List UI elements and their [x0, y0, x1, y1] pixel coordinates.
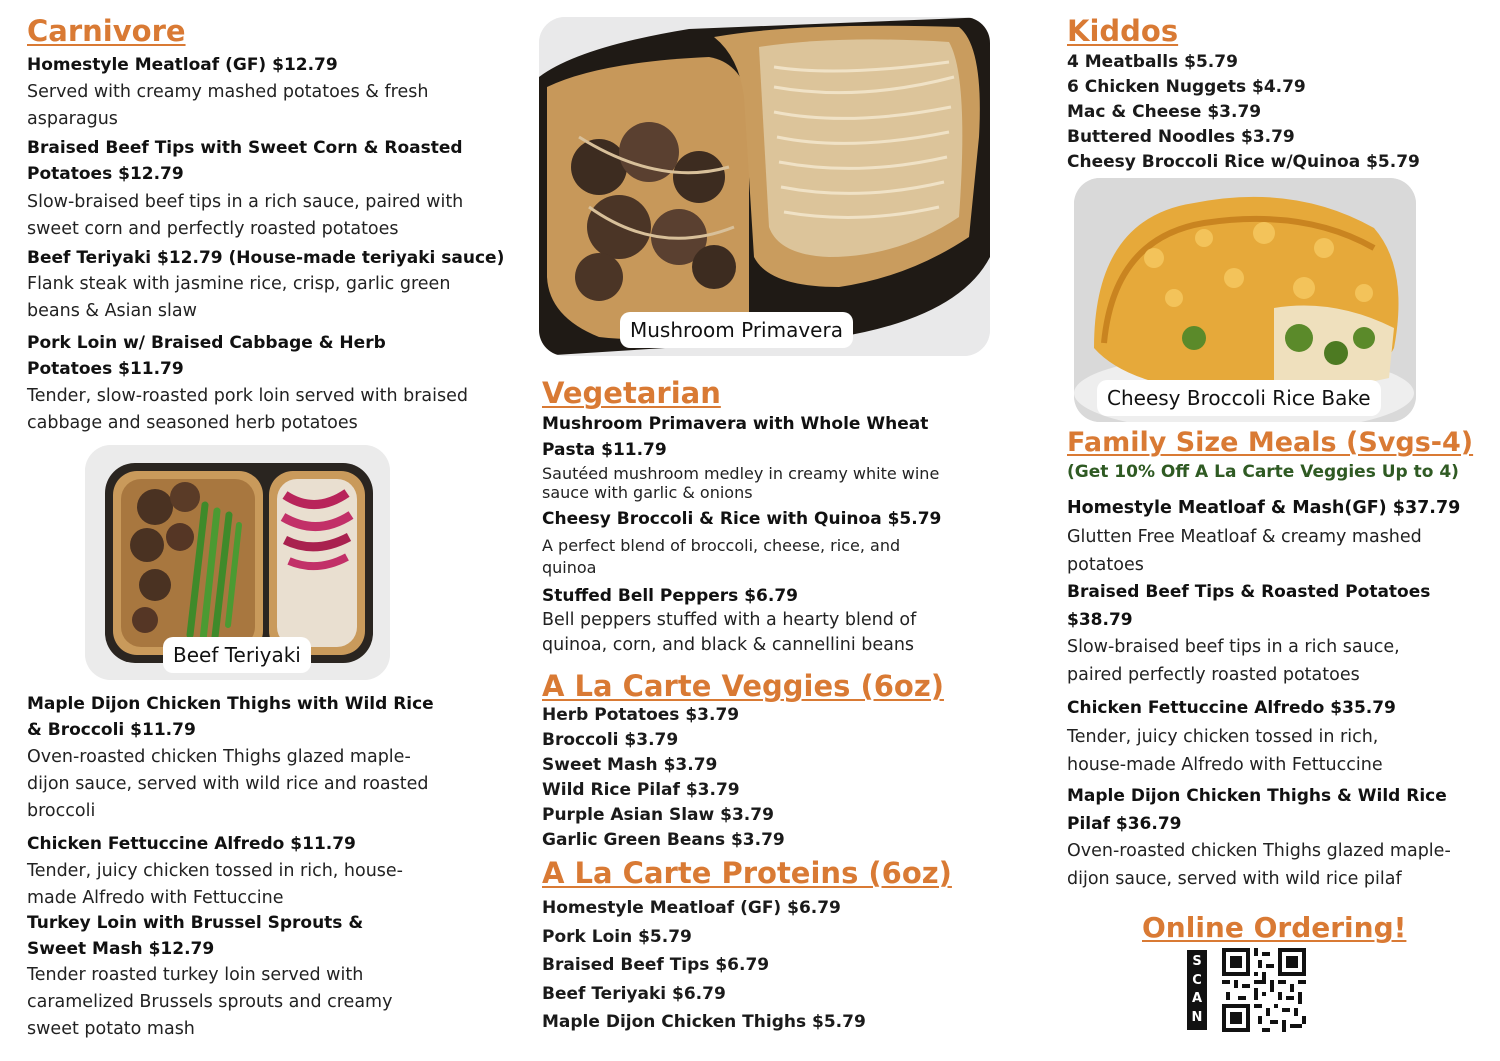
menu-item-desc: Bell peppers stuffed with a hearty blend of quinoa, corn, and black & cannellini beans	[542, 610, 917, 655]
list-item: Wild Rice Pilaf $3.79	[542, 780, 740, 800]
list-item: Cheesy Broccoli Rice w/Quinoa $5.79	[1067, 152, 1420, 172]
cheesy-broccoli-caption: Cheesy Broccoli Rice Bake	[1097, 380, 1381, 416]
list-item: Braised Beef Tips $6.79	[542, 955, 770, 975]
list-item: Herb Potatoes $3.79	[542, 705, 740, 725]
list-item: Mac & Cheese $3.79	[1067, 102, 1262, 122]
list-item: Garlic Green Beans $3.79	[542, 830, 785, 850]
menu-item-desc: A perfect blend of broccoli, cheese, rice, and quinoa	[542, 536, 901, 577]
menu-item-title: Mushroom Primavera with Whole Wheat Pasta $11.79	[542, 414, 929, 460]
menu-item-desc: Tender, slow-roasted pork loin served with braised cabbage and seasoned herb potatoes	[27, 386, 468, 433]
list-item: Beef Teriyaki $6.79	[542, 983, 726, 1004]
menu-item-desc: Tender, juicy chicken tossed in rich, house-made Alfredo with Fettuccine	[27, 861, 403, 908]
menu-item-title: Beef Teriyaki $12.79 (House-made teriyaki sauce)	[27, 248, 505, 268]
menu-item-title: Chicken Fettuccine Alfredo $35.79	[1067, 698, 1396, 718]
vegetarian-heading: Vegetarian	[542, 376, 721, 410]
menu-item-desc: Tender roasted turkey loin served with caramelized Brussels sprouts and creamy sweet potato mash	[27, 965, 393, 1039]
menu-item-title: Turkey Loin with Brussel Sprouts & Sweet Mash $12.79	[27, 913, 364, 959]
menu-item-desc: Slow-braised beef tips in a rich sauce, paired with sweet corn and perfectly roasted potatoes	[27, 192, 464, 239]
proteins-heading: A La Carte Proteins (6oz)	[542, 856, 952, 890]
menu-item-desc: Oven-roasted chicken Thighs glazed maple-dijon sauce, served with wild rice pilaf	[1067, 841, 1451, 889]
qr-code[interactable]	[1222, 948, 1306, 1032]
menu-item-title: Maple Dijon Chicken Thighs & Wild Rice Pilaf $36.79	[1067, 786, 1447, 834]
proteins-list	[542, 894, 866, 1037]
menu-item-title: Maple Dijon Chicken Thighs with Wild Rice & Broccoli $11.79	[27, 694, 434, 740]
family-subheading: (Get 10% Off A La Carte Veggies Up to 4)	[1067, 462, 1459, 482]
veggies-heading: A La Carte Veggies (6oz)	[542, 669, 944, 703]
mushroom-primavera-photo	[539, 17, 990, 356]
mushroom-primavera-illustration	[539, 17, 990, 356]
menu-item-desc: Tender, juicy chicken tossed in rich, house-made Alfredo with Fettuccine	[1067, 727, 1383, 775]
menu-item-title: Stuffed Bell Peppers $6.79	[542, 586, 798, 606]
menu-item-title: Homestyle Meatloaf (GF) $12.79	[27, 55, 338, 75]
list-item: Pork Loin $5.79	[542, 926, 692, 947]
menu-item-desc: Flank steak with jasmine rice, crisp, garlic green beans & Asian slaw	[27, 274, 451, 321]
scan-letter: A	[1191, 991, 1203, 1007]
list-item: 6 Chicken Nuggets $4.79	[1067, 77, 1306, 97]
scan-letter: C	[1192, 972, 1202, 988]
carnivore-heading: Carnivore	[27, 14, 186, 48]
menu-item-title: Cheesy Broccoli & Rice with Quinoa $5.79	[542, 509, 942, 529]
menu-item-title: Braised Beef Tips & Roasted Potatoes $38.79	[1067, 582, 1431, 630]
list-item: Purple Asian Slaw $3.79	[542, 805, 774, 825]
qr-code-icon	[1222, 948, 1306, 1032]
beef-teriyaki-caption: Beef Teriyaki	[163, 637, 311, 673]
kiddos-heading: Kiddos	[1067, 14, 1179, 48]
kiddos-list	[1067, 50, 1420, 175]
list-item: Broccoli $3.79	[542, 730, 679, 750]
family-heading: Family Size Meals (Svgs-4)	[1067, 427, 1474, 458]
scan-letter: N	[1191, 1009, 1203, 1025]
list-item: Homestyle Meatloaf (GF) $6.79	[542, 898, 841, 918]
list-item: Buttered Noodles $3.79	[1067, 127, 1295, 147]
menu-item-title: Braised Beef Tips with Sweet Corn & Roasted Potatoes $12.79	[27, 138, 463, 184]
menu-item-desc: Sautéed mushroom medley in creamy white wine sauce with garlic & onions	[542, 464, 940, 502]
menu-item-title: Pork Loin w/ Braised Cabbage & Herb Potatoes $11.79	[27, 333, 386, 379]
menu-item-title: Chicken Fettuccine Alfredo $11.79	[27, 834, 356, 854]
menu-item-desc: Oven-roasted chicken Thighs glazed maple-dijon sauce, served with wild rice and roasted broccoli	[27, 747, 429, 821]
list-item: Sweet Mash $3.79	[542, 755, 718, 775]
scan-label	[1187, 950, 1207, 1030]
online-ordering-heading: Online Ordering!	[1142, 911, 1407, 944]
menu-item-desc: Slow-braised beef tips in a rich sauce, paired perfectly roasted potatoes	[1067, 637, 1400, 685]
menu-item-desc: Served with creamy mashed potatoes & fresh asparagus	[27, 82, 429, 129]
list-item: 4 Meatballs $5.79	[1067, 52, 1238, 72]
scan-letter: S	[1192, 954, 1202, 970]
list-item: Maple Dijon Chicken Thighs $5.79	[542, 1012, 866, 1032]
mushroom-primavera-caption: Mushroom Primavera	[620, 312, 853, 348]
veggies-list	[542, 703, 785, 853]
menu-item-desc: Glutten Free Meatloaf & creamy mashed potatoes	[1067, 527, 1422, 575]
menu-item-title: Homestyle Meatloaf & Mash(GF) $37.79	[1067, 498, 1461, 518]
